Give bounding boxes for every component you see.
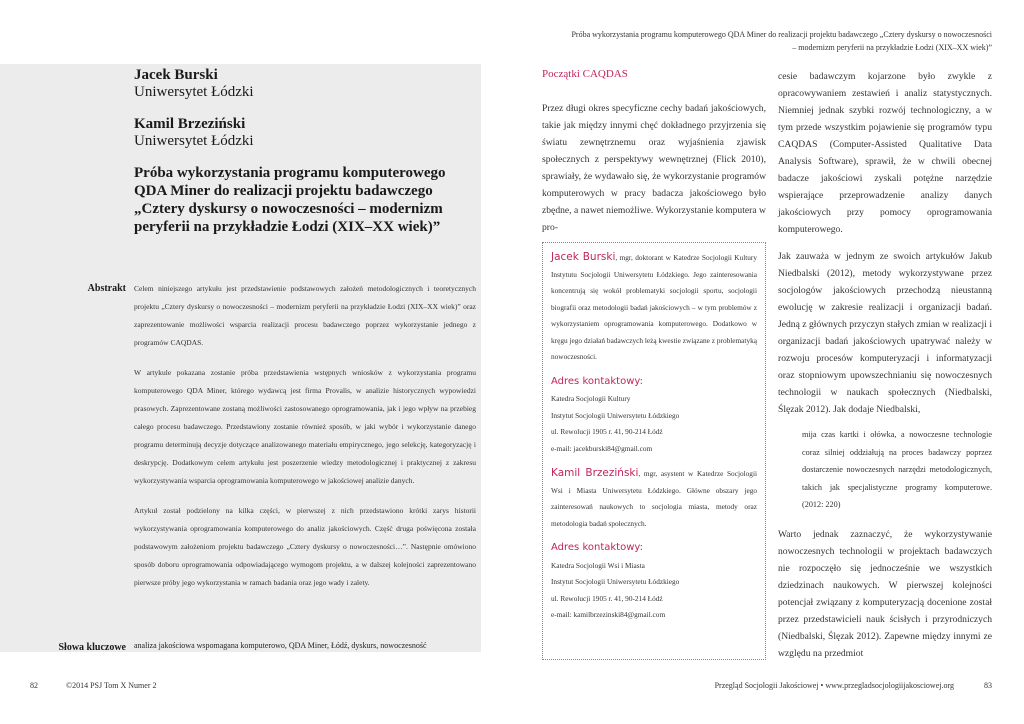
contact-email: e-mail: jacekburski84@gmail.com: [551, 443, 653, 453]
author-info-box: [542, 242, 766, 660]
footer-copyright: ©2014 PSJ Tom X Numer 2: [66, 681, 157, 690]
author-block-1: [134, 67, 254, 101]
abstract-paragraph: Celem niniejszego artykułu jest przedstawienie podstawowych założeń metodologicznych i teoretycznych projektu „Cztery dyskursy o nowoczesności – modernizm peryferii na przykładzie Łodzi (XIX–XX wiek)” oraz zaprezentowanie możliwości wsparcia realizacji procesu badawczego poprzez wykorzystanie jednego z programów CAQDAS.: [134, 284, 476, 347]
running-header-line-1: Próba wykorzystania programu komputerowego QDA Miner do realizacji projektu badawczego „Cztery dyskursy o nowoczesności: [571, 30, 992, 39]
body-paragraph: cesie badawczym kojarzone było zwykle z opracowywaniem zestawień i analiz statystycznych. Niemniej jednak szybki rozwój technologiczny, a w tym przede wszystkim pojawienie się programów typu CAQDAS (Computer-Assisted Qualitative Data Analysis Software), sprawił, że w chwili obecnej badacze jakościowi zyskali potężne narzędzie wspierające przeprowadzenie analizy danych jakościowych przy pomocy oprogramowania komputerowego.: [778, 71, 992, 235]
contact-line: Instytut Socjologii Uniwersytetu Łódzkiego: [551, 410, 680, 420]
bio-text: , mgr, doktorant w Katedrze Socjologii Kultury Instytutu Socjologii Uniwersytetu Łódzkiego. Jego zainteresowania koncentrują się wokół problematyki socjologii sportu, socjologii biografii oraz metodologii badań jakościowych – w tym problemów z wykorzystaniem oprogramowania komputerowego. Dodatkowo w kręgu jego działań badawczych leżą kwestie związane z problematyką nowoczesności.: [551, 253, 757, 361]
contact-line: Katedra Socjologii Wsi i Miasta: [551, 560, 645, 570]
bio-text: , mgr, asystent w Katedrze Socjologii Wsi i Miasta Uniwersytetu Łódzkiego. Główne obszary jego zainteresowań naukowych to socjologia miasta, metody oraz metodologia badań społecznych.: [551, 469, 757, 528]
contact-email: e-mail: kamilbrzezinski84@gmail.com: [551, 610, 666, 619]
left-page-number: 82: [30, 681, 38, 690]
body-paragraph: Przez długi okres specyficzne cechy badań jakościowych, takie jak między innymi chęć dokładnego przyjrzenia się światu zewnętrznemu oraz wyjaśnienia zjawisk społecznych z perspektywy wewnętrznej (Flick 2010), sprawiały, że wydawało się, że wykorzystanie programów komputerowych w pracy badacza jakościowego było zbędne, a nawet niemożliwe. Wykorzystanie komputera w pro-: [542, 103, 766, 233]
abstract-text: [134, 280, 476, 604]
contact-line: Katedra Socjologii Kultury: [551, 394, 631, 403]
running-header-line-2: – modernizm peryferii na przykładzie Łodzi (XIX–XX wiek)”: [792, 43, 992, 52]
running-header: [522, 28, 992, 54]
right-page-number: 83: [984, 681, 992, 690]
author-bio-2: [551, 465, 757, 532]
section-title: Początki CAQDAS: [542, 68, 628, 80]
article-title: Próba wykorzystania programu komputerowego QDA Miner do realizacji projektu badawczego „Cztery dyskursy o nowoczesności – modernizm peryferii na przykładzie Łodzi (XIX–XX wiek)”: [134, 165, 446, 235]
abstract-label: Abstrakt: [87, 283, 126, 294]
body-column-2-middle: [778, 248, 992, 418]
body-column-1: [542, 100, 766, 236]
contact-title: Adres kontaktowy:: [551, 542, 643, 553]
author-affiliation: Uniwersytet Łódzki: [134, 133, 254, 149]
author-affiliation: Uniwersytet Łódzki: [134, 84, 254, 100]
body-column-2-top: [778, 68, 992, 238]
contact-title: Adres kontaktowy:: [551, 375, 643, 387]
body-paragraph: Warto jednak zaznaczyć, że wykorzystywanie nowoczesnych technologii w projektach badawczych nie rozpoczęło się jednocześnie we wszystkich dziedzinach naukowych. W pierwszej kolejności potencjał związany z komputeryzacją docenione został przez przedstawicieli nauk ścisłych i przyrodniczych (Niedbalski, Ślęzak 2012). Zapewne między innymi ze względu na przedmiot: [778, 529, 992, 659]
body-column-2-bottom: [778, 526, 992, 662]
keywords-label: Słowa kluczowe: [58, 642, 126, 653]
author-bio-1: [551, 249, 757, 366]
author-name: Kamil Brzeziński: [134, 116, 246, 132]
footer-journal: Przegląd Socjologii Jakościowej • www.przegladsocjologiijakosciowej.org: [714, 681, 954, 690]
abstract-paragraph: Artykuł został podzielony na kilka części, w pierwszej z nich przedstawiono krótki zarys historii wykorzystywania oprogramowania komputerowego do analiz jakościowych. Część druga poświęcona została podstawowym założeniom projektu badawczego „Cztery dyskursy o nowoczesności…”. Następnie omówiono sposób doboru oprogramowania odpowiadającego wymogom projektu, a w dalszej kolejności zaprezentowano pierwsze próby jego wykorzystania w ramach badania oraz jego wady i zalety.: [134, 506, 476, 587]
contact-line: ul. Rewolucji 1905 r. 41, 90-214 Łódź: [551, 593, 663, 603]
bio-author-name: Kamil Brzeziński: [551, 467, 639, 479]
block-quote: mija czas kartki i ołówka, a nowoczesne technologie coraz silniej oddziałują na proces badawczy poprzez dostarczenie nowoczesnych narzędzi metodologicznych, takich jak specjalistyczne programy komputerowe. (2012: 220): [802, 430, 992, 509]
abstract-paragraph: W artykule pokazana zostanie próba przedstawienia wstępnych wniosków z wykorzystania programu komputerowego QDA Miner, którego wydawcą jest firma Provalis, w analizie historycznych wypowiedzi prasowych. Zaprezentowane zostaną możliwości zastosowanego oprogramowania, jak i jego wpływ na przebieg całego procesu badawczego. Przedstawiony zostanie również sposób, w jaki wybór i wykorzystanie danego programu determinują decyzje dotyczące analizowanego materiału empirycznego, jego selekcję, kategoryzację i deskrypcję. Dodatkowym celem artykułu jest poszerzenie wiedzy metodologicznej i praktycznej z zakresu wykorzystywania wsparcia oprogramowania komputerowego w jakościowej analizie danych.: [134, 368, 476, 485]
body-paragraph: Jak zauważa w jednym ze swoich artykułów Jakub Niedbalski (2012), metody wykorzystywane przez socjologów jakościowych przechodzą nieustanną ewolucję w zakresie realizacji i organizacji badań. Jedną z głównych przyczyn stałych zmian w realizacji i organizacji badań jakościowych upatrywać należy w rozwoju procesów komputeryzacji i informatyzacji oraz stopniowym upowszechnianiu się nowoczesnych technologii w naukach społecznych (Niedbalski, Ślęzak 2012). Jak dodaje Niedbalski,: [778, 251, 992, 415]
author-block-2: [134, 116, 254, 150]
contact-line: ul. Rewolucji 1905 r. 41, 90-214 Łódź: [551, 427, 663, 436]
bio-author-name: Jacek Burski: [551, 251, 616, 263]
contact-line: Instytut Socjologii Uniwersytetu Łódzkiego: [551, 577, 680, 586]
keywords-text: analiza jakościowa wspomagana komputerowo, QDA Miner, Łódź, dyskurs, nowoczesność: [134, 641, 427, 650]
author-name: Jacek Burski: [134, 67, 218, 83]
